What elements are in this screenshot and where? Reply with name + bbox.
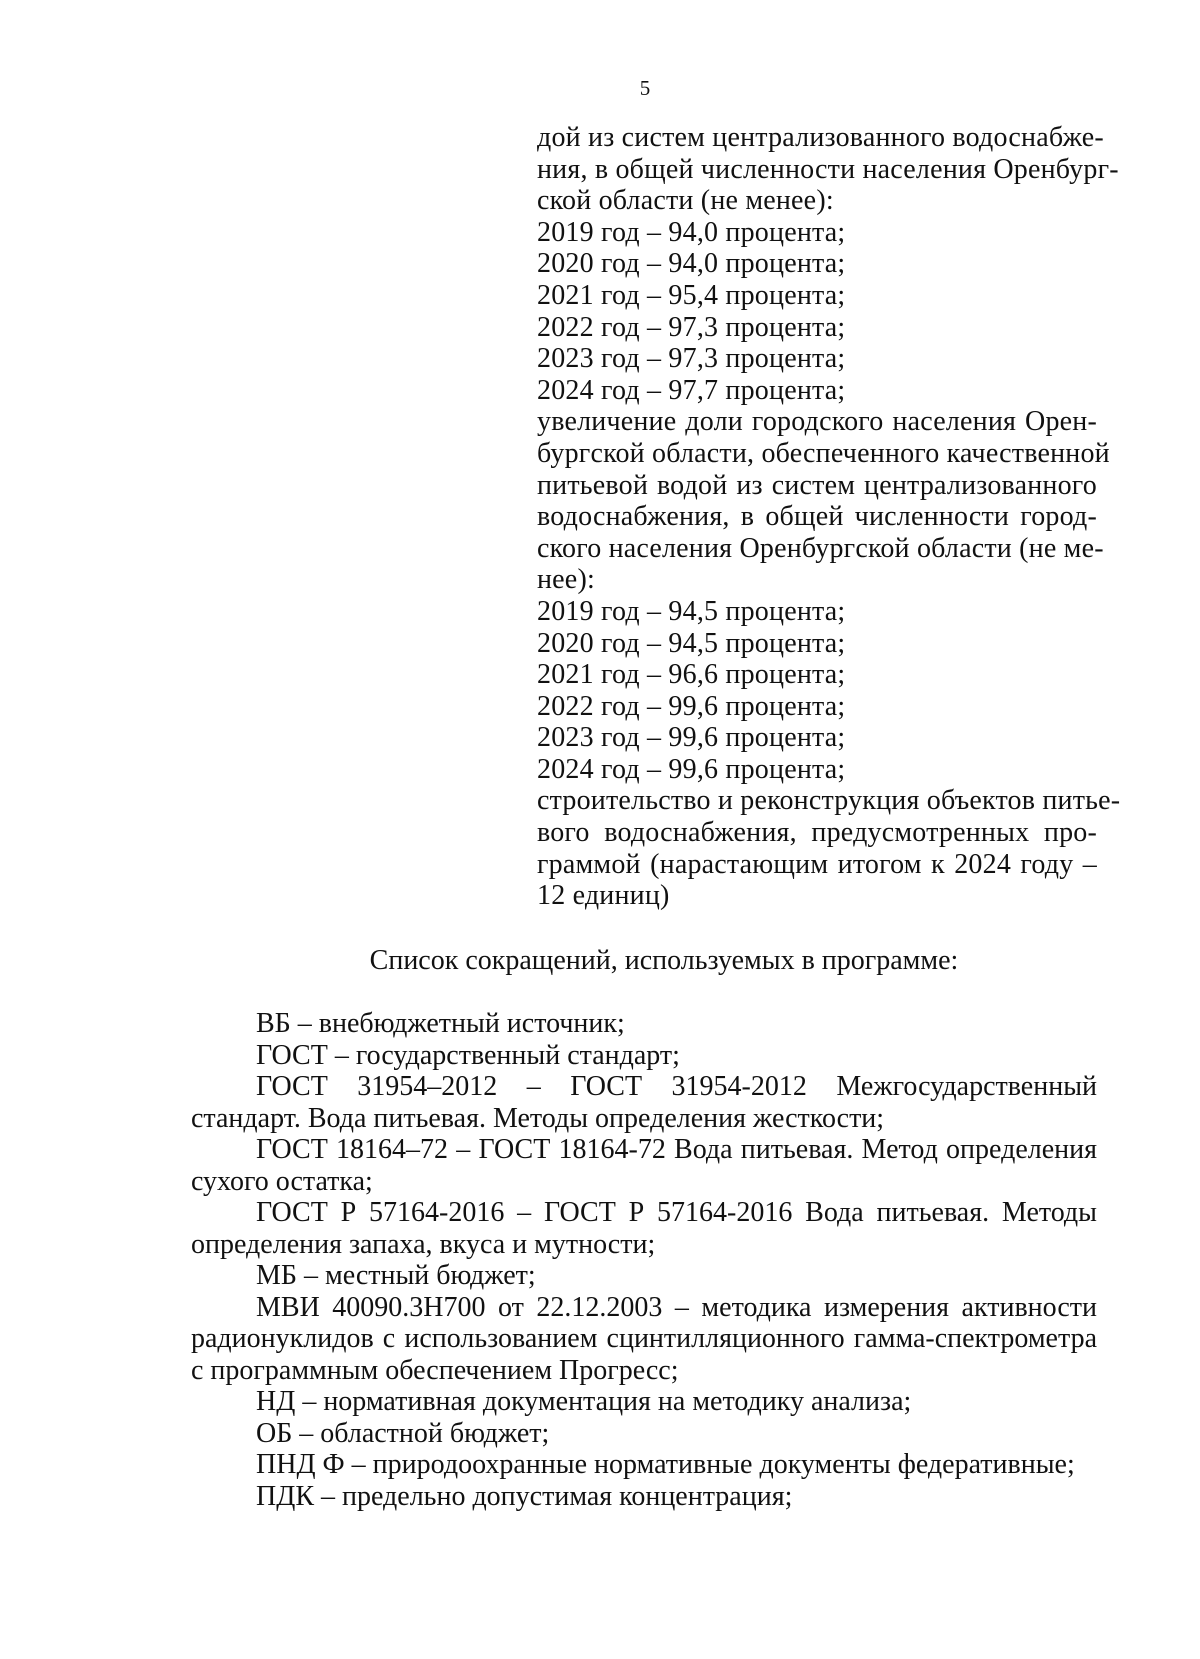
para2-line: водоснабжения, в общей численности город- xyxy=(537,501,1097,533)
list2-item: 2020 год – 94,5 процента; xyxy=(537,627,846,659)
list1-item: 2024 год – 97,7 процента; xyxy=(537,374,846,406)
abbreviation-item: МБ – местный бюджет; xyxy=(256,1260,536,1291)
abbreviation-item: ГОСТ Р 57164-2016 – ГОСТ Р 57164-2016 Вода питьевая. Методы определения запаха, вкуса и мутности; xyxy=(191,1197,1097,1260)
abbreviation-item: ОБ – областной бюджет; xyxy=(256,1417,550,1449)
list1-item: 2020 год – 94,0 процента; xyxy=(537,248,846,280)
abbreviation-item: ПДК – предельно допустимая концентрация; xyxy=(256,1480,793,1512)
para3-line: 12 единиц) xyxy=(537,880,670,912)
list1-item: 2019 год – 94,0 процента; xyxy=(537,216,846,248)
abbreviation-item: ГОСТ – государственный стандарт; xyxy=(256,1039,680,1071)
list1-item: 2022 год – 97,3 процента; xyxy=(537,311,846,343)
abbreviations-list xyxy=(191,1008,1097,1512)
abbreviation-item: НД – нормативная документация на методику анализа; xyxy=(256,1386,912,1417)
para2-line: ского населения Оренбургской области (не ме- xyxy=(537,532,1104,564)
abbreviation-item: МВИ 40090.3Н700 от 22.12.2003 – методика измерения активности радионуклидов с использованием сцинтилляционного гамма-спектрометра с программным обеспечением Прогресс; xyxy=(191,1291,1097,1386)
para3-line: строительство и реконструкция объектов питье- xyxy=(537,785,1121,817)
abbreviation-item: ГОСТ 31954–2012 – ГОСТ 31954-2012 Межгосударственный стандарт. Вода питьевая. Методы определения жесткости; xyxy=(191,1071,1097,1134)
intro-line: дой из систем централизованного водоснабже- xyxy=(537,122,1104,153)
list1-item: 2021 год – 95,4 процента; xyxy=(537,279,846,311)
para2-line: бургской области, обеспеченного качественной xyxy=(537,437,1110,469)
para3-line: вого водоснабжения, предусмотренных про- xyxy=(537,817,1097,849)
list2-item: 2022 год – 99,6 процента; xyxy=(537,690,846,722)
list2-item: 2023 год – 99,6 процента; xyxy=(537,722,846,754)
para2-line: увеличение доли городского населения Орен- xyxy=(537,406,1097,438)
list2-item: 2019 год – 94,5 процента; xyxy=(537,595,846,627)
para3-line: граммой (нарастающим итогом к 2024 году – xyxy=(537,848,1097,880)
indicators-column xyxy=(537,122,1121,912)
para2-line: питьевой водой из систем централизованного xyxy=(537,469,1097,501)
para2-line: нее): xyxy=(537,564,595,596)
abbreviation-item: ВБ – внебюджетный источник; xyxy=(256,1008,625,1039)
abbreviations-heading: Список сокращений, используемых в программе: xyxy=(369,945,959,976)
intro-line: ской области (не менее): xyxy=(537,185,834,217)
abbreviation-item: ПНД Ф – природоохранные нормативные документы федеративные; xyxy=(256,1449,1075,1480)
intro-line: ния, в общей численности населения Оренбург- xyxy=(537,153,1119,185)
abbreviation-item: ГОСТ 18164–72 – ГОСТ 18164-72 Вода питьевая. Метод определения сухого остатка; xyxy=(191,1134,1097,1197)
list1-item: 2023 год – 97,3 процента; xyxy=(537,343,846,375)
list2-item: 2021 год – 96,6 процента; xyxy=(537,659,846,691)
page-number: 5 xyxy=(639,76,651,100)
list2-item: 2024 год – 99,6 процента; xyxy=(537,753,846,785)
